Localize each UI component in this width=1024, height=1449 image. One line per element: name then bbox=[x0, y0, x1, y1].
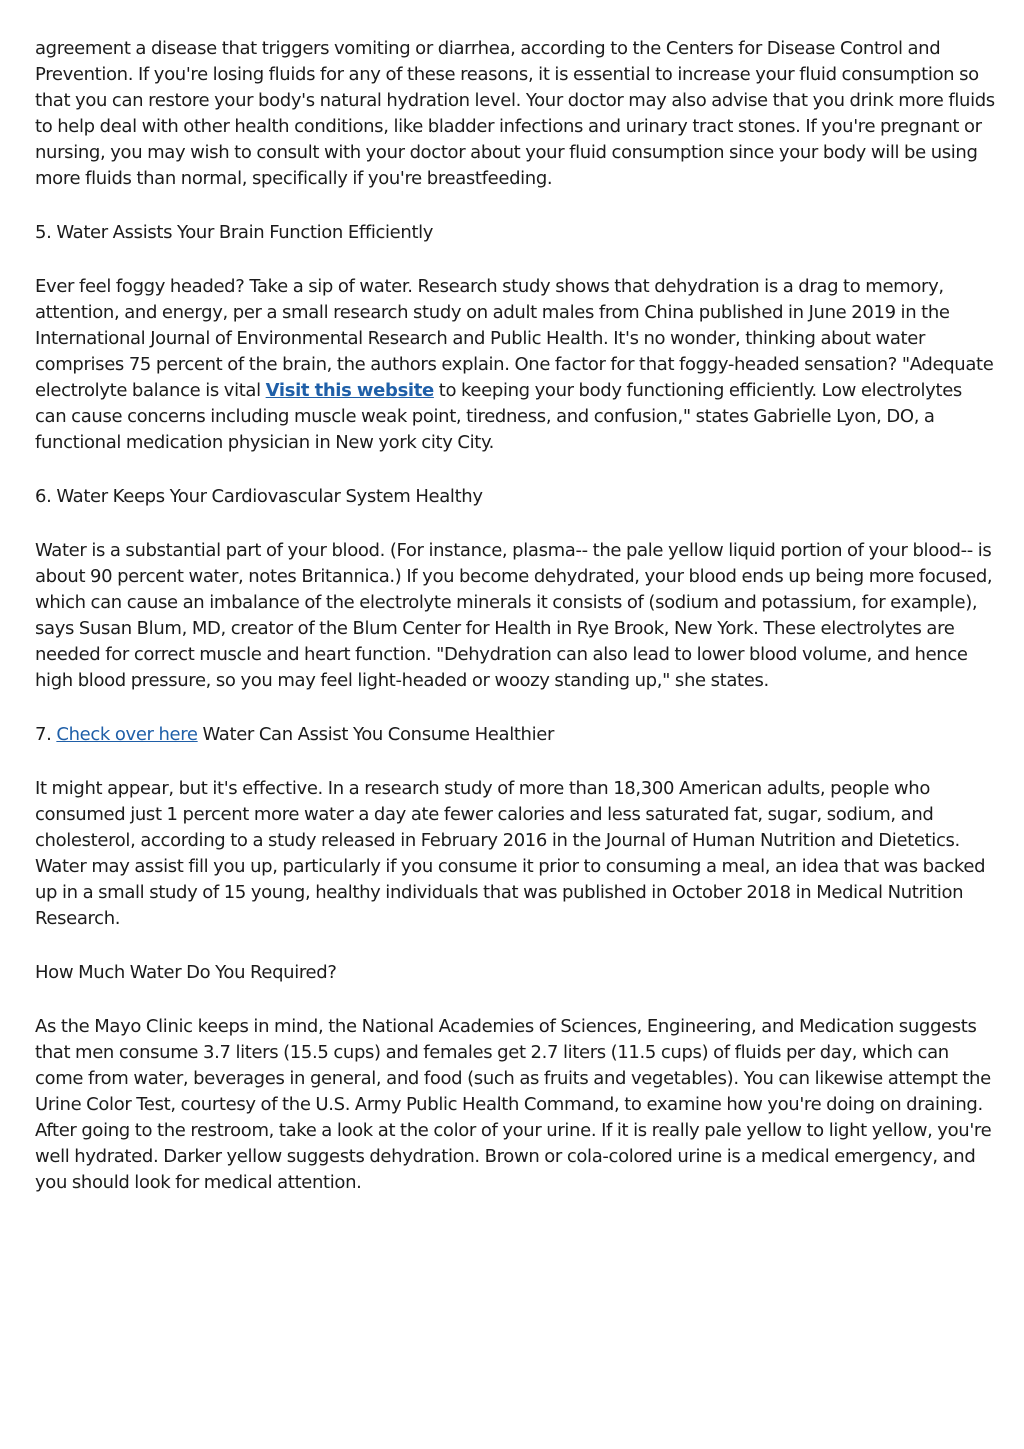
paragraph-brain-text-end: to keeping your body functioning efficiently. Low electrolytes can cause concerns including muscle weak point, tiredness, and confusion," states Gabrielle Lyon, DO, a functional medication physician in New york city City. bbox=[35, 380, 962, 453]
paragraph-cardiovascular: Water is a substantial part of your blood. (For instance, plasma-- the pale yellow liquid portion of your blood-- is about 90 percent water, notes Britannica.) If you become dehydrated, your blood ends up being more focused, which can cause an imbalance of the electrolyte minerals it consists of (sodium and potassium, for example), says Susan Blum, MD, creator of the Blum Center for Health in Rye Brook, New York. These electrolytes are needed for correct muscle and heart function. "Dehydration can also lead to lower blood volume, and hence high blood pressure, so you may feel light-headed or woozy standing up," she states. bbox=[35, 540, 993, 691]
heading-brain-function: 5. Water Assists Your Brain Function Efficiently bbox=[35, 222, 434, 243]
visit-website-link[interactable]: Visit this website bbox=[265, 380, 434, 401]
paragraph-consume-healthier: It might appear, but it's effective. In a research study of more than 18,300 American adults, people who consumed just 1 percent more water a day ate fewer calories and less saturated fat, sugar, sodium, and cholesterol, according to a study released in February 2016 in the Journal of Human Nutrition and Dietetics. Water may assist fill you up, particularly if you consume it prior to consuming a meal, an idea that was backed up in a small study of 15 young, healthy individuals that was published in October 2018 in Medical Nutrition Research. bbox=[35, 778, 986, 929]
heading-number: 7. bbox=[35, 724, 57, 745]
paragraph-how-much-water: As the Mayo Clinic keeps in mind, the National Academies of Sciences, Engineering, and Medication suggests that men consume 3.7 liters (15.5 cups) and females get 2.7 liters (11.5 cups) of fluids per day, which can come from water, beverages in general, and food (such as fruits and vegetables). You can likewise attempt the Urine Color Test, courtesy of the U.S. Army Public Health Command, to examine how you're doing on draining. After going to the restroom, take a look at the color of your urine. If it is really pale yellow to light yellow, you're well hydrated. Darker yellow suggests dehydration. Brown or cola-colored urine is a medical emergency, and you should look for medical attention. bbox=[35, 1016, 992, 1193]
check-over-here-link[interactable]: Check over here bbox=[56, 724, 198, 745]
paragraph-brain-text-start: Ever feel foggy headed? Take a sip of water. Research study shows that dehydration is a drag to memory, attention, and energy, per a small research study on adult males from China published in June 2019 in the International Journal of Environmental Research and Public Health. It's no wonder, thinking about water comprises 75 percent of the brain, the authors explain. One factor for that foggy-headed sensation? "Adequate electrolyte balance is vital bbox=[35, 276, 994, 401]
paragraph-brain-function bbox=[35, 274, 995, 456]
paragraph-fluids-intro: agreement a disease that triggers vomiting or diarrhea, according to the Centers for Disease Control and Prevention. If you're losing fluids for any of these reasons, it is essential to increase your fluid consumption so that you can restore your body's natural hydration level. Your doctor may also advise that you drink more fluids to help deal with other health conditions, like bladder infections and urinary tract stones. If you're pregnant or nursing, you may wish to consult with your doctor about your fluid consumption since your body will be using more fluids than normal, specifically if you're breastfeeding. bbox=[35, 38, 995, 189]
heading-consume-healthier bbox=[35, 722, 995, 748]
heading-how-much-water: How Much Water Do You Required? bbox=[35, 962, 337, 983]
heading-cardiovascular: 6. Water Keeps Your Cardiovascular System Healthy bbox=[35, 486, 483, 507]
heading-consume-text: Water Can Assist You Consume Healthier bbox=[197, 724, 555, 745]
document-body bbox=[35, 36, 995, 1224]
